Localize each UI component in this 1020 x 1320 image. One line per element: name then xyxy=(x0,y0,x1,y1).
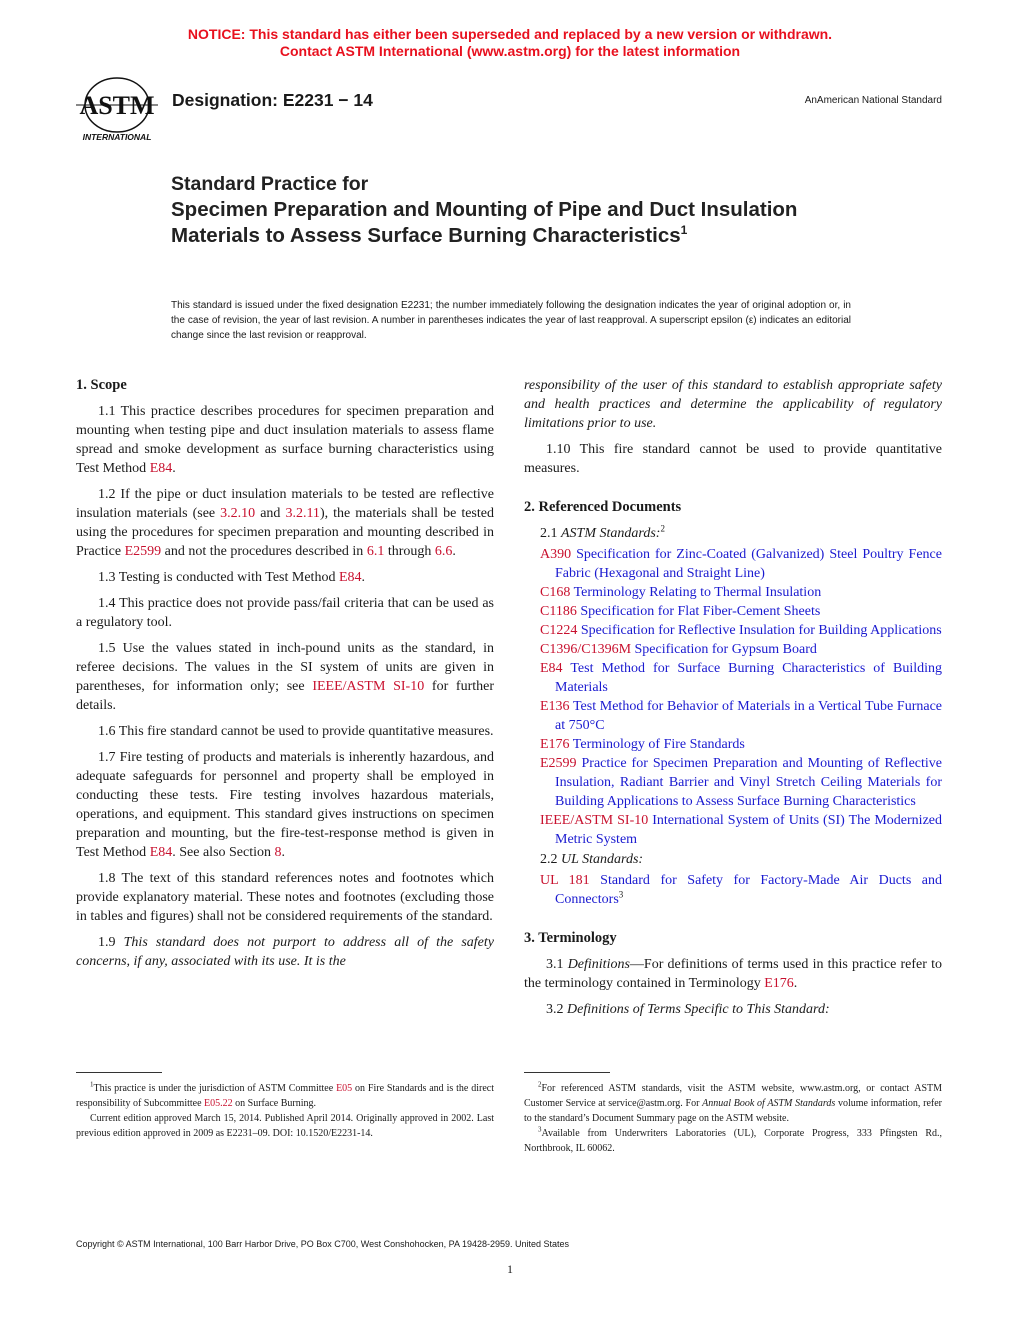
reference-item xyxy=(524,811,942,849)
astm-logo-mark xyxy=(72,74,162,146)
right-column xyxy=(524,376,942,1026)
paragraph-1-10: 1.10 This fire standard cannot be used to provide quantitative measures. xyxy=(524,442,942,476)
document-title xyxy=(171,172,871,249)
reference-code[interactable]: E176 xyxy=(540,737,570,752)
reference-item xyxy=(524,621,942,640)
link-e05[interactable]: E05 xyxy=(336,1083,353,1094)
footnote-3: $^3$Available from Underwriters Laboratories (UL), Corporate Progress, 333 Pfingsten Rd., Northbrook, IL 60062. xyxy=(524,1125,942,1154)
reference-code[interactable]: IEEE/ASTM SI-10 xyxy=(540,813,649,828)
notice-line-2: Contact ASTM International (www.astm.org) for the latest information xyxy=(279,43,741,59)
reference-title[interactable]: Specification for Reflective Insulation for Building Applications xyxy=(577,623,942,638)
title-main xyxy=(171,197,871,249)
reference-item xyxy=(524,659,942,697)
reference-code[interactable]: E136 xyxy=(540,699,570,714)
reference-title[interactable]: Practice for Specimen Preparation and Mounting of Reflective Insulation, Radiant Barrier and Vinyl Stretch Ceiling Materials for Building Applications to Assess Surface Burning Characteristics xyxy=(555,756,942,809)
reference-item-ul-181: UL 181 Standard for Safety for Factory-Made Air Ducts and Connectors$^3$ xyxy=(540,873,942,907)
paragraph-1-1: 1.1 This practice describes procedures for specimen preparation and mounting when testing pipe and duct insulation materials to assess flame spread and smoke development as surface burning characteristics using Test Method E84. xyxy=(76,404,494,476)
astm-reference-list xyxy=(524,545,942,849)
reference-code[interactable]: C1224 xyxy=(540,623,578,638)
reference-title[interactable]: Terminology of Fire Standards xyxy=(569,737,745,752)
footnote-divider-right xyxy=(524,1072,610,1073)
footnote-divider-left xyxy=(76,1072,162,1073)
paragraph-1-4: 1.4 This practice does not provide pass/fail criteria that can be used as a regulatory tool. xyxy=(76,596,494,630)
subsection-2-2: 2.2 UL Standards: xyxy=(540,852,644,867)
astm-logo xyxy=(72,74,162,146)
reference-title[interactable]: Test Method for Behavior of Materials in a Vertical Tube Furnace at 750°C xyxy=(555,699,942,733)
reference-item xyxy=(524,735,942,754)
reference-title[interactable]: Specification for Flat Fiber-Cement Sheets xyxy=(576,604,821,619)
reference-code[interactable]: C1396/C1396M xyxy=(540,642,632,657)
reference-title[interactable]: Specification for Gypsum Board xyxy=(631,642,817,657)
link-e84[interactable]: E84 xyxy=(149,845,173,860)
link-6-1[interactable]: 6.1 xyxy=(366,544,385,559)
title-footnote-ref: 1 xyxy=(680,223,688,238)
reference-title[interactable]: Test Method for Surface Burning Characteristics of Building Materials xyxy=(555,661,942,695)
footnote-2: $^2$For referenced ASTM standards, visit the ASTM website, www.astm.org, or contact ASTM Customer Service at service@astm.org. For Annual Book of ASTM Standards volume information, refer to the standard’s Document Summary page on the ASTM website. xyxy=(524,1080,943,1124)
link-e84[interactable]: E84 xyxy=(149,461,173,476)
section-heading-referenced-documents: 2. Referenced Documents xyxy=(524,499,682,515)
title-main-text: Specimen Preparation and Mounting of Pipe and Duct Insulation Materials to Assess Surface Burning Characteristics xyxy=(171,198,798,247)
footnotes-left xyxy=(76,1081,494,1141)
reference-code[interactable]: UL 181 xyxy=(540,873,590,888)
title-prefix: Standard Practice for xyxy=(171,173,369,195)
link-e2599[interactable]: E2599 xyxy=(124,544,162,559)
reference-title[interactable]: Terminology Relating to Thermal Insulation xyxy=(570,585,822,600)
reference-code[interactable]: E84 xyxy=(540,661,563,676)
reference-code[interactable]: A390 xyxy=(540,547,572,562)
paragraph-3-1: 3.1 Definitions—For definitions of terms used in this practice refer to the terminology contained in Terminology E176. xyxy=(524,957,943,991)
link-ieee-astm-si-10[interactable]: IEEE/ASTM SI-10 xyxy=(312,679,425,694)
reference-code[interactable]: E2599 xyxy=(540,756,577,771)
paragraph-3-2: 3.2 Definitions of Terms Specific to This Standard: xyxy=(546,1002,830,1017)
reference-item xyxy=(524,754,942,811)
reference-item xyxy=(524,697,942,735)
section-heading-terminology: 3. Terminology xyxy=(524,930,617,946)
logo-subtext: INTERNATIONAL xyxy=(82,132,152,142)
paragraph-1-7: 1.7 Fire testing of products and materials is inherently hazardous, and adequate safeguards for personnel and property shall be employed in conducting these tests. Fire testing involves hazardous materials, operations, and equipment. This standard gives instructions on specimen preparation and mounting, but the fire-test-response method is given in Test Method E84. See also Section 8. xyxy=(76,750,494,860)
reference-item xyxy=(524,640,942,659)
footnotes-right xyxy=(524,1081,942,1156)
link-e05-22[interactable]: E05.22 xyxy=(204,1098,233,1109)
issuance-note: This standard is issued under the fixed designation E2231; the number immediately following the designation indicates the year of original adoption or, in the case of revision, the year of last revision. A number in parentheses indicates the year of last reapproval. A superscript epsilon (ε) indicates an editorial change since the last revision or reapproval. xyxy=(171,300,851,341)
national-standard-label: AnAmerican National Standard xyxy=(804,95,942,106)
paragraph-1-3: 1.3 Testing is conducted with Test Method E84. xyxy=(98,570,366,585)
logo-text: ASTM xyxy=(79,91,155,120)
copyright-notice: Copyright © ASTM International, 100 Barr Harbor Drive, PO Box C700, West Conshohocken, PA 19428-2959. United States xyxy=(76,1239,570,1249)
link-section-8[interactable]: 8 xyxy=(274,845,282,860)
paragraph-1-9-continued: responsibility of the user of this standard to establish appropriate safety and health practices and determine the applicability of regulatory limitations prior to use. xyxy=(524,378,942,431)
subsection-2-1: 2.1 ASTM Standards:$^2$ xyxy=(540,523,665,541)
notice-line-1: NOTICE: This standard has either been superseded and replaced by a new version or withdrawn. xyxy=(187,26,833,42)
link-e176[interactable]: E176 xyxy=(764,976,794,991)
paragraph-1-6: 1.6 This fire standard cannot be used to provide quantitative measures. xyxy=(98,724,494,739)
reference-item xyxy=(524,583,942,602)
paragraph-1-2: 1.2 If the pipe or duct insulation materials to be tested are reflective insulation materials (see 3.2.10 and 3.2.11), the materials shall be tested using the procedures for specimen preparation and mounting described in Practice E2599 and not the procedures described in 6.1 through 6.6. xyxy=(76,487,494,559)
page-number: 1 xyxy=(507,1262,513,1276)
reference-item xyxy=(524,545,942,583)
designation: Designation: E2231 − 14 xyxy=(172,90,373,110)
link-3-2-11[interactable]: 3.2.11 xyxy=(285,506,320,521)
section-heading-scope: 1. Scope xyxy=(76,377,127,393)
reference-title[interactable]: Standard for Safety for Factory-Made Air Ducts and Connectors xyxy=(555,873,942,907)
footnote-1-edition: Current edition approved March 15, 2014. Published April 2014. Originally approved in 2002. Last previous edition approved in 2009 as E2231–09. DOI: 10.1520/E2231-14. xyxy=(76,1113,494,1139)
reference-item xyxy=(524,602,942,621)
reference-title[interactable]: Specification for Zinc-Coated (Galvanized) Steel Poultry Fence Fabric (Hexagonal and Straight Line) xyxy=(555,547,942,581)
link-6-6[interactable]: 6.6 xyxy=(434,544,453,559)
paragraph-1-5: 1.5 Use the values stated in inch-pound units as the standard, in referee decisions. The values in the SI system of units are given in parentheses, for information only; see IEEE/ASTM SI-10 for further details. xyxy=(76,641,494,713)
reference-code[interactable]: C1186 xyxy=(540,604,577,619)
paragraph-1-8: 1.8 The text of this standard references notes and footnotes which provide explanatory material. These notes and footnotes (excluding those in tables and figures) shall not be considered requirements of the standard. xyxy=(76,871,494,924)
left-column xyxy=(76,376,494,978)
superseded-notice xyxy=(0,26,1020,60)
reference-code[interactable]: C168 xyxy=(540,585,571,600)
footnote-1: $^1$This practice is under the jurisdiction of ASTM Committee E05 on Fire Standards and is the direct responsibility of Subcommittee E05.22 on Surface Burning. xyxy=(76,1080,494,1109)
link-3-2-10[interactable]: 3.2.10 xyxy=(220,506,256,521)
link-e84[interactable]: E84 xyxy=(338,570,362,585)
reference-title[interactable]: International System of Units (SI) The Modernized Metric System xyxy=(555,813,942,847)
paragraph-1-9: 1.9 This standard does not purport to address all of the safety concerns, if any, associated with its use. It is the xyxy=(76,935,495,969)
